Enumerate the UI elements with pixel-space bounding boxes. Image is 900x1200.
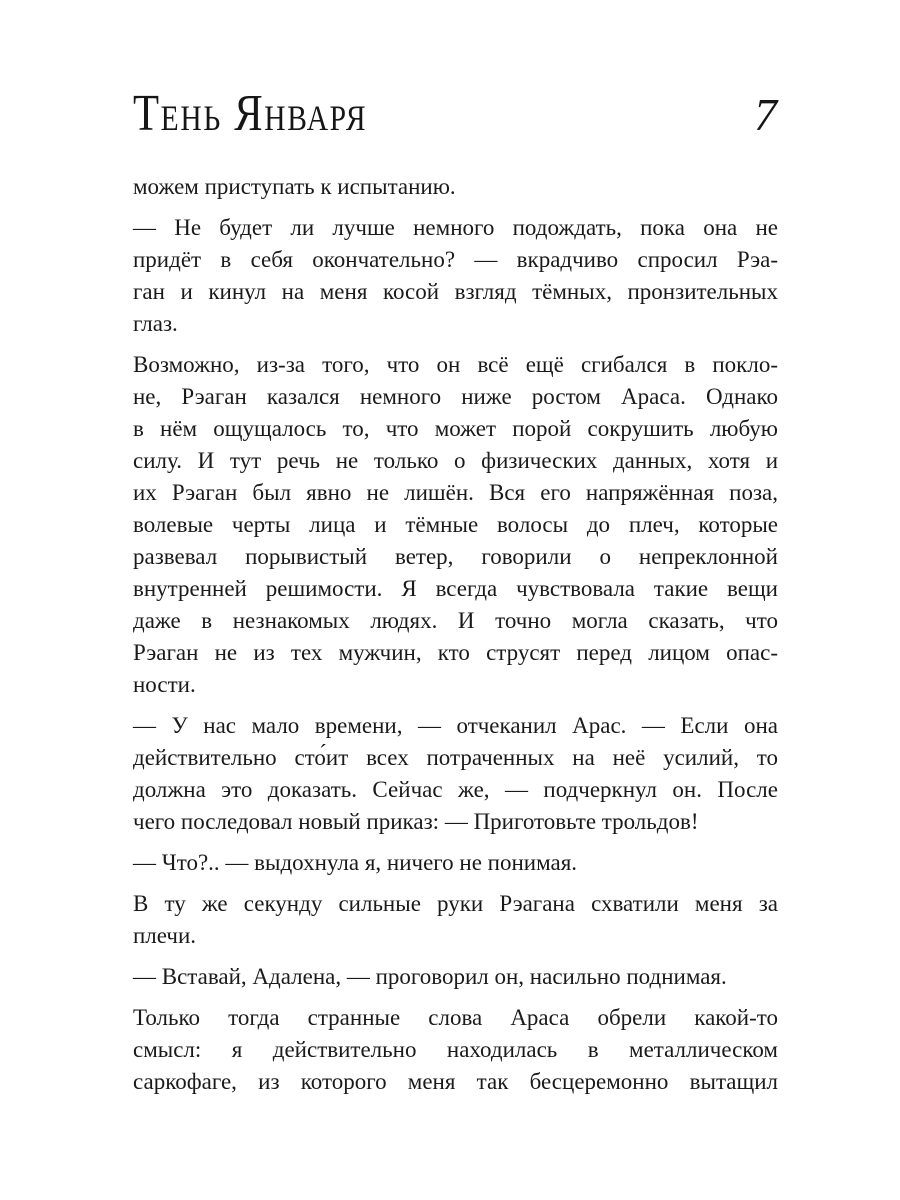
text-line: не, Рэаган казался немного ниже ростом Араса. Однако: [133, 384, 778, 409]
text-line: — Вставай, Адалена, — проговорил он, насильно поднимая.: [133, 964, 727, 989]
text-line: ности.: [133, 672, 196, 697]
text-line: ган и кинул на меня косой взгляд тёмных, пронзительных: [133, 279, 778, 304]
text-line: Только тогда странные слова Араса обрели какой-то: [133, 1005, 778, 1030]
text-line: — Не будет ли лучше немного подождать, пока она не: [133, 215, 778, 240]
text-line: плечи.: [133, 923, 197, 948]
text-line: даже в незнакомых людях. И точно могла сказать, что: [133, 608, 778, 633]
chapter-title: Тень Января: [133, 85, 368, 142]
paragraph: [133, 847, 778, 879]
text-line: смысл: я действительно находилась в металлическом: [133, 1037, 778, 1062]
text-line: — Что?.. — выдохнула я, ничего не понимая.: [133, 850, 578, 875]
text-line: внутренней решимости. Я всегда чувствовала такие вещи: [133, 576, 778, 601]
text-line: чего последовал новый приказ: — Приготовьте трольдов!: [133, 809, 699, 834]
page-number: 7: [754, 89, 777, 140]
text-line: должна это доказать. Сейчас же, — подчеркнул он. После: [133, 777, 778, 802]
paragraph: [133, 349, 778, 701]
text-line: волевые черты лица и тёмные волосы до плеч, которые: [133, 512, 778, 537]
text-block: [133, 171, 778, 1098]
text-line: развевал порывистый ветер, говорили о непреклонной: [133, 544, 778, 569]
paragraph: [133, 171, 778, 203]
paragraph: [133, 710, 778, 838]
text-line: действительно сто́ит всех потраченных на неё усилий, то: [133, 745, 778, 770]
paragraph: [133, 212, 778, 340]
text-line: их Рэаган был явно не лишён. Вся его напряжённая поза,: [133, 480, 778, 505]
text-line: Возможно, из-за того, что он всё ещё сгибался в покло-: [133, 352, 778, 377]
text-line: саркофаге, из которого меня так бесцеремонно вытащил: [133, 1069, 778, 1094]
text-line: глаз.: [133, 311, 178, 336]
text-line: придёт в себя окончательно? — вкрадчиво спросил Рэа-: [133, 247, 778, 272]
paragraph: [133, 888, 778, 952]
text-line: в нём ощущалось то, что может порой сокрушить любую: [133, 416, 778, 441]
paragraph: [133, 961, 778, 993]
text-line: Рэаган не из тех мужчин, кто струсят перед лицом опас-: [133, 640, 778, 665]
text-line: В ту же секунду сильные руки Рэагана схватили меня за: [133, 891, 778, 916]
text-line: силу. И тут речь не только о физических данных, хотя и: [133, 448, 778, 473]
running-head: [133, 85, 777, 148]
paragraph: [133, 1002, 778, 1098]
text-line: можем приступать к испытанию.: [133, 174, 456, 199]
text-line: — У нас мало времени, — отчеканил Арас. — Если она: [133, 713, 778, 738]
